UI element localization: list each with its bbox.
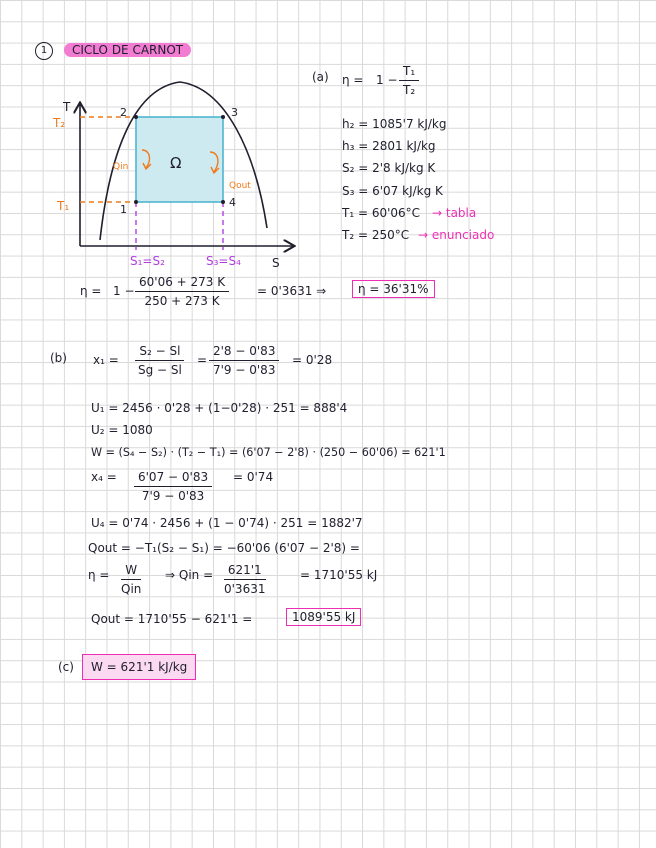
- eta-calc-symbol: η =: [80, 284, 102, 298]
- t2-label: T₂: [53, 116, 66, 130]
- t-axis-label: T: [63, 100, 71, 114]
- point-1-label: 1: [120, 203, 127, 216]
- qout-final-expression: Qout = 1710'55 − 621'1 =: [91, 612, 253, 626]
- qout-label: Qout: [229, 181, 251, 191]
- efficiency-numerator: 60'06 + 273 K: [135, 275, 229, 292]
- efficiency-fraction: [135, 275, 229, 308]
- s3-s4-label: S₃=S₄: [206, 254, 241, 268]
- qin-arrow-text: ⇒ Qin =: [165, 568, 214, 582]
- efficiency-denominator: 250 + 273 K: [144, 294, 220, 308]
- eta-symbol: η =: [342, 73, 364, 87]
- eta-w-denominator: Qin: [121, 582, 142, 596]
- x1-fraction-1: [134, 344, 186, 377]
- x4-numerator: 6'07 − 0'83: [134, 470, 212, 487]
- h2-value: h₂ = 1085'7 kJ/kg: [342, 117, 447, 131]
- t2-value: T₂ = 250°C: [342, 228, 410, 242]
- one-minus: 1 −: [376, 73, 398, 87]
- point-3-label: 3: [231, 106, 238, 119]
- t1-note: → tabla: [432, 206, 477, 220]
- work-line: W = (S₄ − S₂) · (T₂ − T₁) = (6'07 − 2'8) · (250 − 60'06) = 621'1: [91, 446, 446, 459]
- qout-expression: Qout = −T₁(S₂ − S₁) = −60'06 (6'07 − 2'8) =: [88, 541, 360, 555]
- qin-result: = 1710'55 kJ: [300, 568, 378, 582]
- h3-value: h₃ = 2801 kJ/kg: [342, 139, 436, 153]
- point-2-label: 2: [120, 106, 127, 119]
- problem-number: 1: [35, 42, 53, 60]
- page-title: CICLO DE CARNOT: [64, 43, 191, 57]
- t2-note: → enunciado: [418, 228, 495, 242]
- point-4-label: 4: [229, 196, 236, 209]
- x1-fraction-2-denominator: 7'9 − 0'83: [213, 363, 276, 377]
- x1-equals: =: [197, 353, 208, 367]
- eta-w-fraction: [117, 563, 145, 596]
- fraction-denominator: T₂: [403, 83, 416, 97]
- part-c-label: (c): [58, 660, 74, 674]
- efficiency-calc-result: = 0'3631 ⇒: [257, 284, 327, 298]
- part-b-label: (b): [50, 351, 67, 365]
- efficiency-result: η = 36'31%: [352, 280, 435, 298]
- x4-denominator: 7'9 − 0'83: [141, 489, 205, 503]
- t1-over-t2-fraction: [399, 64, 419, 97]
- x4-fraction: [134, 470, 212, 503]
- x1-fraction-2: [209, 344, 279, 377]
- s1-s2-label: S₁=S₂: [130, 254, 165, 268]
- x1-result: = 0'28: [292, 353, 333, 367]
- u2-line: U₂ = 1080: [91, 423, 153, 437]
- work-result: W = 621'1 kJ/kg: [82, 654, 196, 680]
- qin-fraction: [220, 563, 269, 596]
- x1-lhs: x₁ =: [93, 353, 119, 367]
- x1-fraction-1-denominator: Sg − Sl: [138, 363, 182, 377]
- s-axis-label: S: [272, 256, 280, 270]
- s2-value: S₂ = 2'8 kJ/kg K: [342, 161, 436, 175]
- x1-fraction-1-numerator: S₂ − Sl: [135, 344, 184, 361]
- qin-numerator: 621'1: [224, 563, 266, 580]
- t1-label: T₁: [57, 199, 70, 213]
- t1-value: T₁ = 60'06°C: [342, 206, 421, 220]
- eta-w-lhs: η =: [88, 568, 110, 582]
- omega-symbol: Ω: [170, 154, 182, 172]
- s3-value: S₃ = 6'07 kJ/kg K: [342, 184, 443, 198]
- part-a-label: (a): [312, 70, 329, 84]
- u1-line: U₁ = 2456 · 0'28 + (1−0'28) · 251 = 888'4: [91, 401, 348, 415]
- eta-calc-one-minus: 1 −: [113, 284, 135, 298]
- fraction-numerator: T₁: [399, 64, 419, 81]
- qin-denominator: 0'3631: [224, 582, 266, 596]
- qout-result: 1089'55 kJ: [286, 608, 361, 626]
- x1-fraction-2-numerator: 2'8 − 0'83: [209, 344, 279, 361]
- x4-result: = 0'74: [233, 470, 274, 484]
- eta-w-numerator: W: [121, 563, 141, 580]
- x4-lhs: x₄ =: [91, 470, 117, 484]
- u4-line: U₄ = 0'74 · 2456 + (1 − 0'74) · 251 = 1882'7: [91, 516, 363, 530]
- qin-label: Qin: [113, 162, 129, 172]
